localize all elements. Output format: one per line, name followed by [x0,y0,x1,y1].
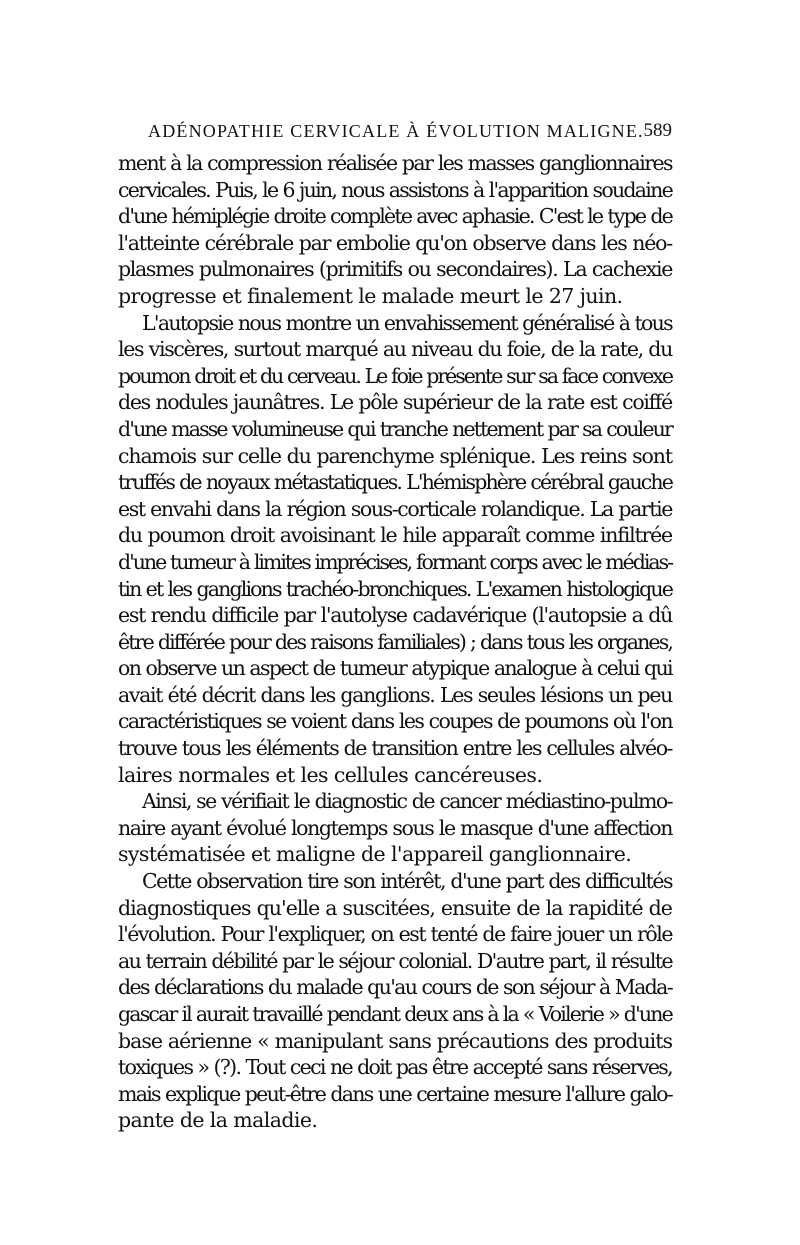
text-line: plasmes pulmonaires (primitifs ou secondaires). La cachexie [118,257,672,282]
text-line: d'une masse volumineuse qui tranche nettement par sa couleur [118,416,672,441]
text-line: on observe un aspect de tumeur atypique analogue à celui qui [118,656,672,681]
text-line: des nodules jaunâtres. Le pôle supérieur de la rate est coiffé [118,390,672,415]
page-number: 589 [643,120,672,141]
text-line: au terrain débilité par le séjour colonial. D'autre part, il résulte [118,948,672,973]
text-line: l'atteinte cérébrale par embolie qu'on observe dans les néo- [118,230,672,255]
text-line: base aérienne « manipulant sans précautions des produits [118,1028,672,1053]
running-header [118,116,672,146]
text-line: des déclarations du malade qu'au cours de son séjour à Mada- [118,975,672,1000]
text-line: truffés de noyaux métastatiques. L'hémisphère cérébral gauche [118,470,672,495]
text-line: gascar il aurait travaillé pendant deux ans à la « Voilerie » d'une [118,1002,672,1026]
text-line: poumon droit et du cerveau. Le foie présente sur sa face convexe [118,363,672,388]
text-line: être différée pour des raisons familiales) ; dans tous les organes, [118,629,672,654]
text-line: caractéristiques se voient dans les coupes de poumons où l'on [118,709,672,734]
text-line: avait été décrit dans les ganglions. Les seules lésions un peu [118,682,672,707]
text-line: cervicales. Puis, le 6 juin, nous assistons à l'apparition soudaine [118,177,672,202]
text-line: tin et les ganglions trachéo-bronchiques. L'examen histologique [118,576,672,601]
text-line: l'évolution. Pour l'expliquer, on est tenté de faire jouer un rôle [118,922,672,947]
text-line: systématisée et maligne de l'appareil ganglionnaire. [118,842,632,867]
text-line: Cette observation tire son intérêt, d'une part des difficultés [142,869,672,894]
text-line: pante de la maladie. [118,1108,318,1133]
running-title: ADÉNOPATHIE CERVICALE À ÉVOLUTION MALIGNE. [148,121,644,141]
text-line: ment à la compression réalisée par les masses ganglionnaires [118,151,672,175]
text-line: est rendu difficile par l'autolyse cadavérique (l'autopsie a dû [118,603,672,628]
text-line: toxiques » (?). Tout ceci ne doit pas être accepté sans réserves, [118,1055,672,1080]
text-line: est envahi dans la région sous-corticale rolandique. La partie [118,496,672,521]
text-line: d'une tumeur à limites imprécises, formant corps avec le médias- [118,549,672,574]
text-line: les viscères, surtout marqué au niveau du foie, de la rate, du [118,337,672,362]
text-line: laires normales et les cellules cancéreuses. [118,762,543,787]
text-line: chamois sur celle du parenchyme splénique. Les reins sont [118,443,672,468]
text-line: mais explique peut-être dans une certaine mesure l'allure galo- [118,1081,672,1106]
text-line: Ainsi, se vérifiait le diagnostic de cancer médiastino-pulmo- [142,789,672,814]
text-line: d'une hémiplégie droite complète avec aphasie. C'est le type de [118,204,672,229]
text-line: L'autopsie nous montre un envahissement généralisé à tous [142,310,672,335]
text-line: trouve tous les éléments de transition entre les cellules alvéo- [118,736,672,761]
text-line: naire ayant évolué longtemps sous le masque d'une affection [118,815,672,840]
body-text [118,150,672,1134]
text-line: diagnostiques qu'elle a suscitées, ensuite de la rapidité de [118,895,672,920]
text-line: du poumon droit avoisinant le hile apparaît comme infiltrée [118,523,672,548]
text-line: progresse et finalement le malade meurt le 27 juin. [118,283,623,308]
